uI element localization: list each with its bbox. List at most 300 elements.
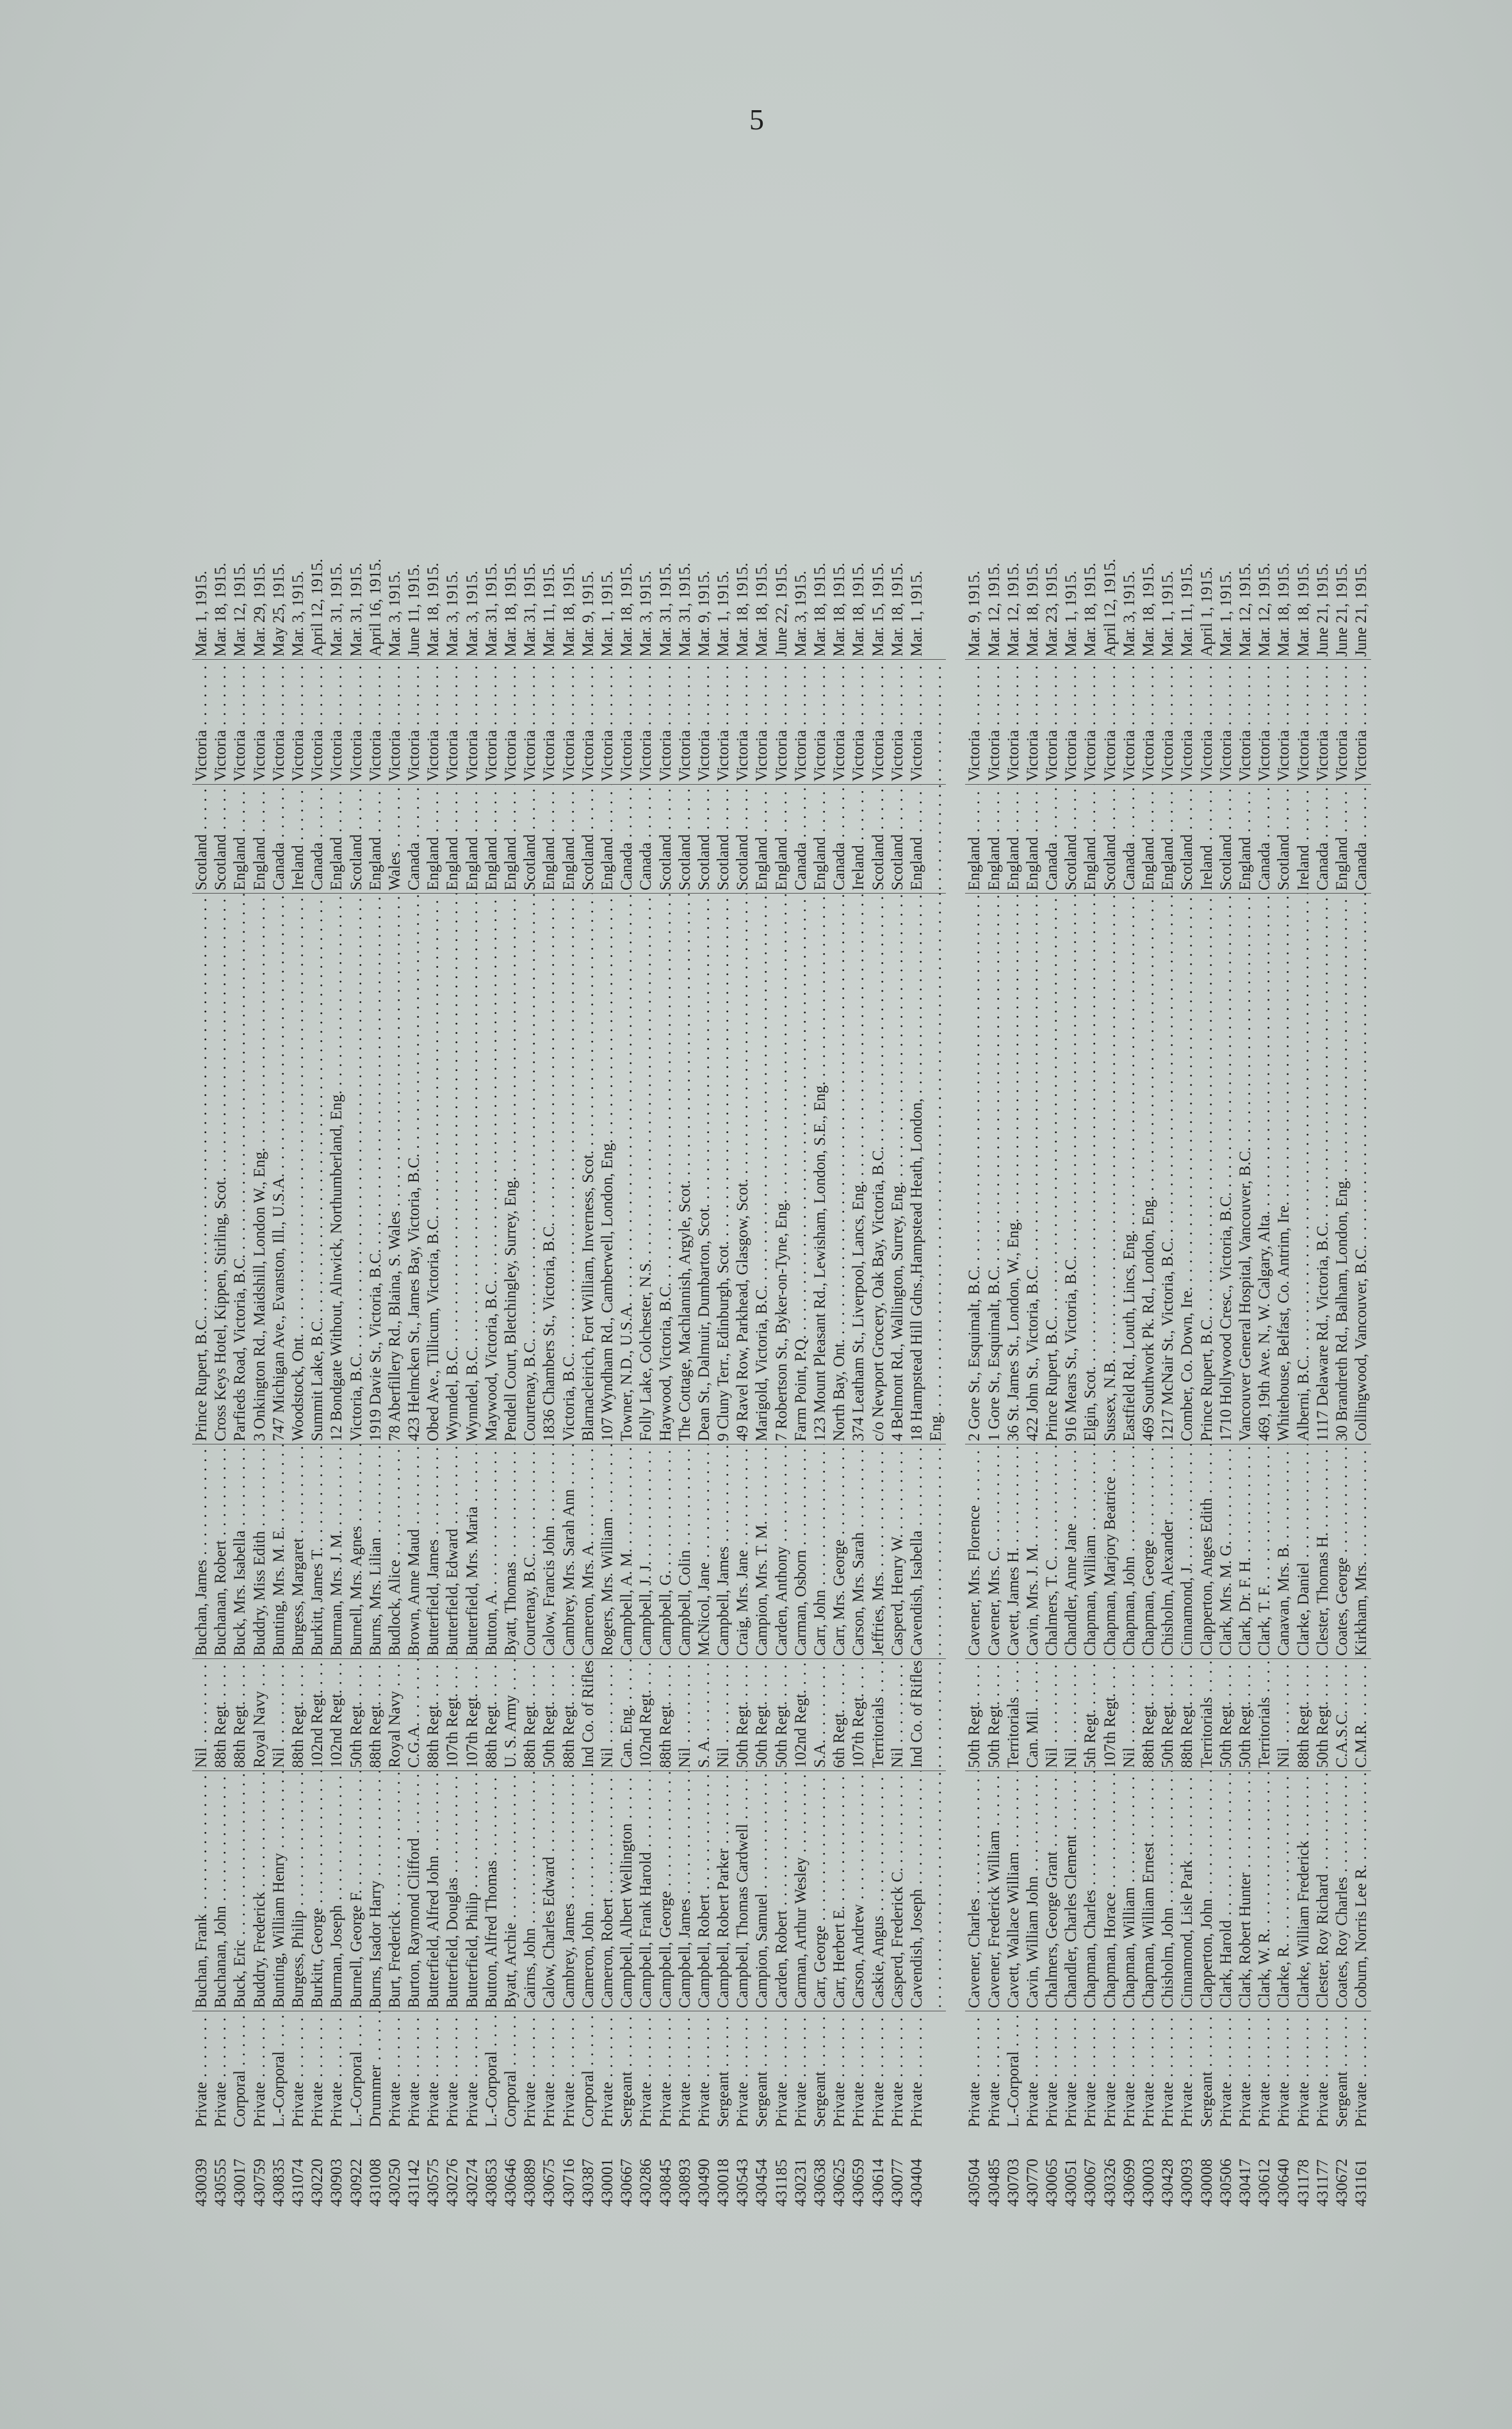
soldier-name-cell: Clark, Harold . . . [1217, 1771, 1236, 2011]
date-of-enlistment-cell: April 1, 1915. [1198, 554, 1217, 660]
country-of-birth-cell: England . . . [1023, 785, 1043, 894]
soldier-name-cell: Chandler, Charles Clement . . . [1062, 1771, 1081, 2011]
regimental-number-cell [927, 2130, 946, 2207]
date-of-enlistment-cell: Mar. 12, 1915. [1255, 554, 1274, 660]
next-of-kin-cell: Chalmers, T. C. . . . [1043, 1444, 1062, 1659]
table-row [869, 157, 888, 2207]
regimental-number-cell: 430231 [792, 2159, 809, 2207]
place-of-enlistment-cell: Victoria . . . [424, 660, 443, 785]
previous-unit-cell: Can. Mil. . . . [1023, 1659, 1043, 1771]
soldier-name-cell: Burns, Isador Harry . . . [366, 1771, 386, 2011]
rank-cell: Private . . . [1255, 2011, 1274, 2130]
date-of-enlistment-cell: April 12, 1915. [1101, 554, 1120, 660]
next-of-kin-address-cell: 7 Robertson St., Byker-on-Tyne, Eng. . . . [772, 894, 792, 1444]
date-of-enlistment-cell: April 12, 1915. [308, 554, 327, 660]
next-of-kin-address-cell: 123 Mount Pleasant Rd., Lewisham, London, S.E., Eng. . . . [811, 894, 830, 1444]
date-of-enlistment-cell: Mar. 9, 1915. [695, 554, 714, 660]
rank-cell: Private . . . [560, 2011, 579, 2130]
regimental-number-cell: 430039 [193, 2159, 210, 2207]
table-row [501, 157, 521, 2207]
soldier-name-cell: Carr, George . . . [811, 1771, 830, 2011]
place-of-enlistment-cell: Victoria . . . [192, 660, 211, 785]
regimental-number-cell: 430640 [1275, 2159, 1293, 2207]
next-of-kin-address-cell: Victoria, B.C. . . . [560, 894, 579, 1444]
place-of-enlistment-cell: Victoria . . . [1120, 660, 1139, 785]
previous-unit-cell: Nil . . . [714, 1659, 733, 1771]
place-of-enlistment-cell: Victoria . . . [1313, 660, 1333, 785]
table-row [482, 157, 501, 2207]
soldier-name-cell: Clarke, William Frederick . . . [1294, 1771, 1313, 2011]
regimental-number-cell: 430326 [1101, 2159, 1119, 2207]
next-of-kin-address-cell: 747 Michigan Ave., Evanston, Ill., U.S.A. . . . [270, 894, 289, 1444]
next-of-kin-address-cell: 49 Ravel Row, Parkhead, Glasgow, Scot. . . . [733, 894, 752, 1444]
place-of-enlistment-cell: Victoria . . . [792, 660, 811, 785]
table-row [1062, 157, 1081, 2207]
next-of-kin-cell: Chandler, Anne Jane . . . [1062, 1444, 1081, 1659]
next-of-kin-cell: Chisholm, Alexander . . . [1158, 1444, 1178, 1659]
next-of-kin-address-cell: Courtenay, B.C. . . . [521, 894, 540, 1444]
soldier-name-cell: Chapman, William Ernest . . . [1139, 1771, 1158, 2011]
next-of-kin-cell: Kirkham, Mrs. . . . [1352, 1444, 1371, 1659]
date-of-enlistment-cell: Mar. 31, 1915. [347, 554, 366, 660]
next-of-kin-address-cell: 18 Hampstead Hill Gdns.,Hampstead Heath, London, . . . [907, 894, 927, 1444]
soldier-name-cell: Campbell, Thomas Cardwell . . . [733, 1771, 752, 2011]
next-of-kin-address-cell: 469 Southwork Pk. Rd., London, Eng. . . . [1139, 894, 1158, 1444]
date-of-enlistment-cell: Mar. 18, 1915. [1081, 554, 1100, 660]
date-of-enlistment-cell: Mar. 3, 1915. [289, 554, 308, 660]
date-of-enlistment-cell: Mar. 31, 1915. [676, 554, 695, 660]
table-row [1313, 157, 1333, 2207]
regimental-number-cell: 430250 [386, 2159, 403, 2207]
country-of-birth-cell: Scotland . . . [733, 785, 752, 894]
soldier-name-cell: Burman, Joseph . . . [327, 1771, 346, 2011]
rank-cell: Sergeant . . . [811, 2011, 830, 2130]
date-of-enlistment-cell: Mar. 12, 1915. [1236, 554, 1255, 660]
date-of-enlistment-cell: Mar. 18, 1915. [560, 554, 579, 660]
table-row [1004, 157, 1023, 2207]
rank-cell: Private . . . [1178, 2011, 1197, 2130]
place-of-enlistment-cell: Victoria . . . [308, 660, 327, 785]
previous-unit-cell: 50th Regt. . . . [733, 1659, 752, 1771]
next-of-kin-cell: Burman, Mrs. J. M. . . . [327, 1444, 346, 1659]
next-of-kin-address-cell: 12 Bondgate Without, Alnwick, Northumberland, Eng. . . . [327, 894, 346, 1444]
regimental-number-cell: 430889 [521, 2159, 539, 2207]
regimental-number-cell: 431008 [366, 2159, 384, 2207]
next-of-kin-address-cell: Obed Ave., Tillicum, Victoria, B.C. . . . [424, 894, 443, 1444]
next-of-kin-cell: Canavan, Mrs. B. . . . [1274, 1444, 1294, 1659]
soldier-name-cell: Clester, Roy Richard . . . [1313, 1771, 1333, 2011]
regimental-number-cell: 430614 [869, 2159, 887, 2207]
next-of-kin-address-cell: Prince Rupert, B.C. . . . [1198, 894, 1217, 1444]
previous-unit-cell: 88th Regt. . . . [656, 1659, 676, 1771]
row-group [192, 157, 946, 2207]
next-of-kin-cell: Coates, George . . . [1333, 1444, 1352, 1659]
regimental-number-cell: 430485 [985, 2159, 1003, 2207]
regimental-number-cell: 431161 [1353, 2159, 1370, 2207]
soldier-name-cell: Clark, W. R. . . . [1255, 1771, 1274, 2011]
soldier-name-cell: Cameron, John . . . [579, 1771, 598, 2011]
rank-cell: Private . . . [830, 2011, 849, 2130]
place-of-enlistment-cell: Victoria . . . [1178, 660, 1197, 785]
table-row [598, 157, 617, 2207]
previous-unit-cell: U. S. Army . . . [501, 1659, 521, 1771]
previous-unit-cell: 107th Regt. . . . [443, 1659, 462, 1771]
soldier-name-cell: Cavett, Wallace William . . . [1004, 1771, 1023, 2011]
next-of-kin-cell: Clark, T. F. . . . [1255, 1444, 1274, 1659]
date-of-enlistment-cell: Mar. 1, 1915. [192, 554, 211, 660]
rank-cell: Private . . . [521, 2011, 540, 2130]
next-of-kin-address-cell: Woodstock, Ont. . . . [289, 894, 308, 1444]
table-row [1158, 157, 1178, 2207]
next-of-kin-address-cell: 1217 McNair St., Victoria, B.C. . . . [1158, 894, 1178, 1444]
next-of-kin-cell: Cambrey, Mrs. Sarah Ann . . . [560, 1444, 579, 1659]
regimental-number-cell: 430003 [1140, 2159, 1157, 2207]
country-of-birth-cell: England . . . [1236, 785, 1255, 894]
country-of-birth-cell: England . . . [1333, 785, 1352, 894]
table-row [1294, 157, 1313, 2207]
table-row [714, 157, 733, 2207]
country-of-birth-cell: Scotland . . . [579, 785, 598, 894]
place-of-enlistment-cell: Victoria . . . [733, 660, 752, 785]
previous-unit-cell: 102nd Regt. . . . [327, 1659, 346, 1771]
place-of-enlistment-cell: Victoria . . . [1004, 660, 1023, 785]
country-of-birth-cell: England . . . [985, 785, 1004, 894]
next-of-kin-address-cell: Alberni, B.C. . . . [1294, 894, 1313, 1444]
next-of-kin-address-cell: The Cottage, Machlannish, Argyle, Scot. . . . [676, 894, 695, 1444]
country-of-birth-cell: Ireland . . . [289, 785, 308, 894]
place-of-enlistment-cell: Victoria . . . [752, 660, 772, 785]
rank-cell: Drummer . . . [366, 2011, 386, 2130]
date-of-enlistment-cell: Mar. 11, 1915. [540, 554, 559, 660]
date-of-enlistment-cell: April 16, 1915. [366, 554, 386, 660]
previous-unit-cell: Can. Eng. . . . [617, 1659, 637, 1771]
previous-unit-cell: 88th Regt. . . . [211, 1659, 231, 1771]
place-of-enlistment-cell: Victoria . . . [347, 660, 366, 785]
table-row [1198, 157, 1217, 2207]
date-of-enlistment-cell: June 21, 1915. [1333, 554, 1352, 660]
table-row [1178, 157, 1197, 2207]
next-of-kin-cell [927, 1444, 946, 1659]
previous-unit-cell: 88th Regt. . . . [521, 1659, 540, 1771]
country-of-birth-cell: England . . . [907, 785, 927, 894]
country-of-birth-cell: Canada . . . [1352, 785, 1371, 894]
date-of-enlistment-cell: Mar. 1, 1915. [1217, 554, 1236, 660]
previous-unit-cell: Ind Co. of Rifles . . . [579, 1659, 598, 1771]
regimental-number-cell: 430667 [618, 2159, 636, 2207]
date-of-enlistment-cell: Mar. 15, 1915. [869, 554, 888, 660]
soldier-name-cell: Coates, Roy Charles . . . [1333, 1771, 1352, 2011]
country-of-birth-cell: Scotland . . . [1274, 785, 1294, 894]
country-of-birth-cell: Scotland . . . [211, 785, 231, 894]
previous-unit-cell [927, 1659, 946, 1771]
date-of-enlistment-cell: Mar. 3, 1915. [386, 554, 405, 660]
next-of-kin-cell: Craig, Mrs. Jane . . . [733, 1444, 752, 1659]
previous-unit-cell: 5th Regt. . . . [1081, 1659, 1100, 1771]
regimental-number-cell: 430008 [1198, 2159, 1215, 2207]
date-of-enlistment-cell [927, 554, 946, 660]
rank-cell: Private . . . [656, 2011, 676, 2130]
date-of-enlistment-cell: Mar. 9, 1915. [965, 554, 984, 660]
next-of-kin-address-cell: Whitehouse, Belfast, Co. Antrim, Ire. . . . [1274, 894, 1294, 1444]
regimental-number-cell: 430575 [425, 2159, 443, 2207]
rank-cell: Private . . . [637, 2011, 656, 2130]
previous-unit-cell: 102nd Regt. . . . [308, 1659, 327, 1771]
next-of-kin-cell: Clark, Dr. F. H. . . . [1236, 1444, 1255, 1659]
date-of-enlistment-cell: May 25, 1915. [270, 554, 289, 660]
rank-cell: Private . . . [869, 2011, 888, 2130]
rank-cell [927, 2011, 946, 2130]
soldier-name-cell: Button, Alfred Thomas . . . [482, 1771, 501, 2011]
next-of-kin-address-cell: Eastfield Rd., Louth, Lincs, Eng. . . . [1120, 894, 1139, 1444]
place-of-enlistment-cell: Victoria . . . [579, 660, 598, 785]
place-of-enlistment-cell: Victoria . . . [1081, 660, 1100, 785]
previous-unit-cell: 88th Regt. . . . [289, 1659, 308, 1771]
date-of-enlistment-cell: Mar. 11, 1915. [1178, 554, 1197, 660]
date-of-enlistment-cell: Mar. 18, 1915. [1139, 554, 1158, 660]
date-of-enlistment-cell: Mar. 18, 1915. [501, 554, 521, 660]
rank-cell: Private . . . [1158, 2011, 1178, 2130]
place-of-enlistment-cell: Victoria . . . [1333, 660, 1352, 785]
next-of-kin-address-cell: 1919 Davie St., Victoria, B.C. . . . [366, 894, 386, 1444]
regimental-number-cell: 430903 [328, 2159, 346, 2207]
date-of-enlistment-cell: Mar. 1, 1915. [714, 554, 733, 660]
country-of-birth-cell: England . . . [598, 785, 617, 894]
rank-cell: Corporal . . . [579, 2011, 598, 2130]
next-of-kin-cell: Clapperton, Anges Edith . . . [1198, 1444, 1217, 1659]
regimental-number-cell: 430659 [850, 2159, 868, 2207]
date-of-enlistment-cell: Mar. 12, 1915. [1004, 554, 1023, 660]
place-of-enlistment-cell: Victoria . . . [869, 660, 888, 785]
next-of-kin-cell: McNicol, Jane . . . [695, 1444, 714, 1659]
next-of-kin-address-cell: 1836 Chambers St., Victoria, B.C. . . . [540, 894, 559, 1444]
date-of-enlistment-cell: Mar. 18, 1915. [211, 554, 231, 660]
table-row [1333, 157, 1352, 2207]
next-of-kin-address-cell: Haywood, Victoria, B.C. . . . [656, 894, 676, 1444]
previous-unit-cell: S.A. . . . [811, 1659, 830, 1771]
rank-cell: Private . . . [888, 2011, 907, 2130]
place-of-enlistment-cell: Victoria . . . [714, 660, 733, 785]
date-of-enlistment-cell: Mar. 18, 1915. [811, 554, 830, 660]
next-of-kin-cell: Button, A. . . . [482, 1444, 501, 1659]
next-of-kin-cell: Carson, Mrs. Sarah . . . [849, 1444, 868, 1659]
next-of-kin-cell: Burns, Mrs. Lilian . . . [366, 1444, 386, 1659]
place-of-enlistment-cell: Victoria . . . [443, 660, 462, 785]
soldier-name-cell: Burnell, George F. . . . [347, 1771, 366, 2011]
previous-unit-cell: Territorials . . . [1255, 1659, 1274, 1771]
next-of-kin-cell: Chapman, George . . . [1139, 1444, 1158, 1659]
soldier-name-cell: Campbell, Albert Wellington . . . [617, 1771, 637, 2011]
next-of-kin-cell: Byatt, Thomas . . . [501, 1444, 521, 1659]
regimental-number-cell: 430638 [811, 2159, 829, 2207]
next-of-kin-cell: Butterfield, Edward . . . [443, 1444, 462, 1659]
table-row [211, 157, 231, 2207]
rank-cell: Sergeant . . . [714, 2011, 733, 2130]
previous-unit-cell: 88th Regt. . . . [1139, 1659, 1158, 1771]
place-of-enlistment-cell: Victoria . . . [482, 660, 501, 785]
table-row [1081, 157, 1100, 2207]
next-of-kin-address-cell: Victoria, B.C. . . . [347, 894, 366, 1444]
table-row [347, 157, 366, 2207]
next-of-kin-cell: Cavener, Mrs. C. . . . [985, 1444, 1004, 1659]
next-of-kin-address-cell: Prince Rupert, B.C. . . . [192, 894, 211, 1444]
country-of-birth-cell: Scotland . . . [192, 785, 211, 894]
previous-unit-cell: Nil . . . [270, 1659, 289, 1771]
table-row [965, 157, 984, 2207]
regimental-number-cell: 430759 [250, 2159, 268, 2207]
table-row [811, 157, 830, 2207]
date-of-enlistment-cell: June 21, 1915. [1352, 554, 1371, 660]
country-of-birth-cell: Canada . . . [405, 785, 424, 894]
soldier-name-cell: Campbell, Robert Parker . . . [714, 1771, 733, 2011]
regimental-number-cell: 430067 [1082, 2159, 1100, 2207]
date-of-enlistment-cell: Mar. 18, 1915. [830, 554, 849, 660]
rank-cell: Private . . . [211, 2011, 231, 2130]
next-of-kin-cell: Buddry, Miss Edith . . . [250, 1444, 270, 1659]
next-of-kin-address-cell: Elgin, Scot. . . . [1081, 894, 1100, 1444]
place-of-enlistment-cell: Victoria . . . [1352, 660, 1371, 785]
place-of-enlistment-cell: Victoria . . . [289, 660, 308, 785]
next-of-kin-cell: Carman, Osborn . . . [792, 1444, 811, 1659]
regimental-number-cell: 430675 [541, 2159, 558, 2207]
rank-cell: Corporal . . . [231, 2011, 250, 2130]
country-of-birth-cell: Scotland . . . [1101, 785, 1120, 894]
place-of-enlistment-cell [927, 660, 946, 785]
previous-unit-cell: Nil . . . [1043, 1659, 1062, 1771]
place-of-enlistment-cell: Victoria . . . [985, 660, 1004, 785]
place-of-enlistment-cell: Victoria . . . [888, 660, 907, 785]
place-of-enlistment-cell: Victoria . . . [1255, 660, 1274, 785]
date-of-enlistment-cell: Mar. 3, 1915. [443, 554, 462, 660]
rank-cell: Sergeant . . . [752, 2011, 772, 2130]
previous-unit-cell: Nil . . . [192, 1659, 211, 1771]
date-of-enlistment-cell: Mar. 12, 1915. [231, 554, 250, 660]
country-of-birth-cell: England . . . [424, 785, 443, 894]
previous-unit-cell: Royal Navy . . . [386, 1659, 405, 1771]
soldier-name-cell: Carr, Herbert E. . . . [830, 1771, 849, 2011]
next-of-kin-cell: Butterfield, James . . . [424, 1444, 443, 1659]
place-of-enlistment-cell: Victoria . . . [965, 660, 984, 785]
place-of-enlistment-cell: Victoria . . . [637, 660, 656, 785]
country-of-birth-cell: Scotland . . . [1062, 785, 1081, 894]
next-of-kin-cell: Clarke, Daniel . . . [1294, 1444, 1313, 1659]
soldier-name-cell: Clark, Robert Hunter . . . [1236, 1771, 1255, 2011]
rank-cell: Private . . . [695, 2011, 714, 2130]
soldier-name-cell: Carman, Arthur Wesley . . . [792, 1771, 811, 2011]
previous-unit-cell: 88th Regt. . . . [231, 1659, 250, 1771]
table-row [1139, 157, 1158, 2207]
country-of-birth-cell: Ireland . . . [849, 785, 868, 894]
previous-unit-cell: Nil . . . [1120, 1659, 1139, 1771]
place-of-enlistment-cell: Victoria . . . [1217, 660, 1236, 785]
next-of-kin-cell: Chapman, Marjory Beatrice . . . [1101, 1444, 1120, 1659]
date-of-enlistment-cell: Mar. 31, 1915. [656, 554, 676, 660]
date-of-enlistment-cell: Mar. 1, 1915. [598, 554, 617, 660]
next-of-kin-address-cell: Vancouver General Hospital, Vancouver, B.C. . . . [1236, 894, 1255, 1444]
rank-cell: Private . . . [1101, 2011, 1120, 2130]
soldier-name-cell: Buddry, Frederick . . . [250, 1771, 270, 2011]
soldier-name-cell: Campbell, George . . . [656, 1771, 676, 2011]
regimental-number-cell: 431178 [1294, 2159, 1312, 2207]
next-of-kin-address-cell: North Bay, Ont. . . . [830, 894, 849, 1444]
next-of-kin-cell: Chapman, John . . . [1120, 1444, 1139, 1659]
place-of-enlistment-cell: Victoria . . . [560, 660, 579, 785]
table-row [270, 157, 289, 2207]
next-of-kin-cell: Budlock, Alice . . . [386, 1444, 405, 1659]
previous-unit-cell: 107th Regt. . . . [463, 1659, 482, 1771]
next-of-kin-address-cell: Parfieds Road, Victoria, B.C. . . . [231, 894, 250, 1444]
rank-cell: Corporal . . . [501, 2011, 521, 2130]
soldier-name-cell: Butterfield, Douglas . . . [443, 1771, 462, 2011]
next-of-kin-address-cell: Marigold, Victoria, B.C. . . . [752, 894, 772, 1444]
place-of-enlistment-cell: Victoria . . . [386, 660, 405, 785]
date-of-enlistment-cell: Mar. 1, 1915. [1062, 554, 1081, 660]
next-of-kin-address-cell: 1710 Hollywood Cresc., Victoria, B.C. . . . [1217, 894, 1236, 1444]
rank-cell: Private . . . [985, 2011, 1004, 2130]
regimental-number-cell: 430845 [656, 2159, 674, 2207]
rank-cell: Private . . . [1352, 2011, 1371, 2130]
country-of-birth-cell: England . . . [366, 785, 386, 894]
next-of-kin-cell: Carr, Mrs. George . . . [830, 1444, 849, 1659]
next-of-kin-address-cell: 1 Gore St., Esquimalt, B.C. . . . [985, 894, 1004, 1444]
date-of-enlistment-cell: Mar. 29, 1915. [250, 554, 270, 660]
country-of-birth-cell: Scotland . . . [521, 785, 540, 894]
next-of-kin-cell: Campion, Mrs. T. M. . . . [752, 1444, 772, 1659]
next-of-kin-address-cell: 3 Onkington Rd., Maidshill, London W., Eng. . . . [250, 894, 270, 1444]
next-of-kin-address-cell: Pendell Court, Bletchingley, Surrey, Eng. . . . [501, 894, 521, 1444]
next-of-kin-address-cell: Comber, Co. Down, Ire. . . . [1178, 894, 1197, 1444]
table-row [231, 157, 250, 2207]
date-of-enlistment-cell: Mar. 12, 1915. [985, 554, 1004, 660]
previous-unit-cell: 50th Regt. . . . [965, 1659, 984, 1771]
table-row [752, 157, 772, 2207]
rank-cell: Private . . . [1217, 2011, 1236, 2130]
soldier-name-cell: Buchan, Frank . . . [192, 1771, 211, 2011]
next-of-kin-address-cell: Dean St., Dalmuir, Dumbarton, Scot. . . . [695, 894, 714, 1444]
previous-unit-cell: Nil . . . [676, 1659, 695, 1771]
previous-unit-cell: 50th Regt. . . . [1217, 1659, 1236, 1771]
date-of-enlistment-cell: Mar. 23, 1915. [1043, 554, 1062, 660]
next-of-kin-address-cell: Farm Point, P.Q. . . . [792, 894, 811, 1444]
place-of-enlistment-cell: Victoria . . . [1043, 660, 1062, 785]
rank-cell: Private . . . [1062, 2011, 1081, 2130]
regimental-number-cell: 430220 [309, 2159, 327, 2207]
next-of-kin-address-cell: Summit Lake, B.C. . . . [308, 894, 327, 1444]
previous-unit-cell: 50th Regt. . . . [347, 1659, 366, 1771]
country-of-birth-cell: Canada . . . [830, 785, 849, 894]
next-of-kin-cell: Cinnamond, J. . . . [1178, 1444, 1197, 1659]
country-of-birth-cell: Canada . . . [1313, 785, 1333, 894]
table-row [192, 157, 211, 2207]
table-row [985, 157, 1004, 2207]
place-of-enlistment-cell: Victoria . . . [1198, 660, 1217, 785]
previous-unit-cell: 50th Regt. . . . [540, 1659, 559, 1771]
next-of-kin-address-cell: 36 St. James St., London, W., Eng. . . . [1004, 894, 1023, 1444]
next-of-kin-cell: Bunting, Mrs. M. E. . . . [270, 1444, 289, 1659]
previous-unit-cell: Nil . . . [888, 1659, 907, 1771]
soldier-name-cell [927, 1771, 946, 2011]
date-of-enlistment-cell: June 11, 1915. [405, 554, 424, 660]
date-of-enlistment-cell: Mar. 31, 1915. [482, 554, 501, 660]
rank-cell: Sergeant . . . [617, 2011, 637, 2130]
rank-cell: Sergeant . . . [1198, 2011, 1217, 2130]
country-of-birth-cell: Scotland . . . [714, 785, 733, 894]
table-row [907, 157, 927, 2207]
place-of-enlistment-cell: Victoria . . . [656, 660, 676, 785]
soldier-name-cell: Buchanan, John . . . [211, 1771, 231, 2011]
previous-unit-cell: Territorials . . . [1004, 1659, 1023, 1771]
soldier-name-cell: Butterfield, Alfred John . . . [424, 1771, 443, 2011]
soldier-name-cell: Cavin, William John . . . [1023, 1771, 1043, 2011]
